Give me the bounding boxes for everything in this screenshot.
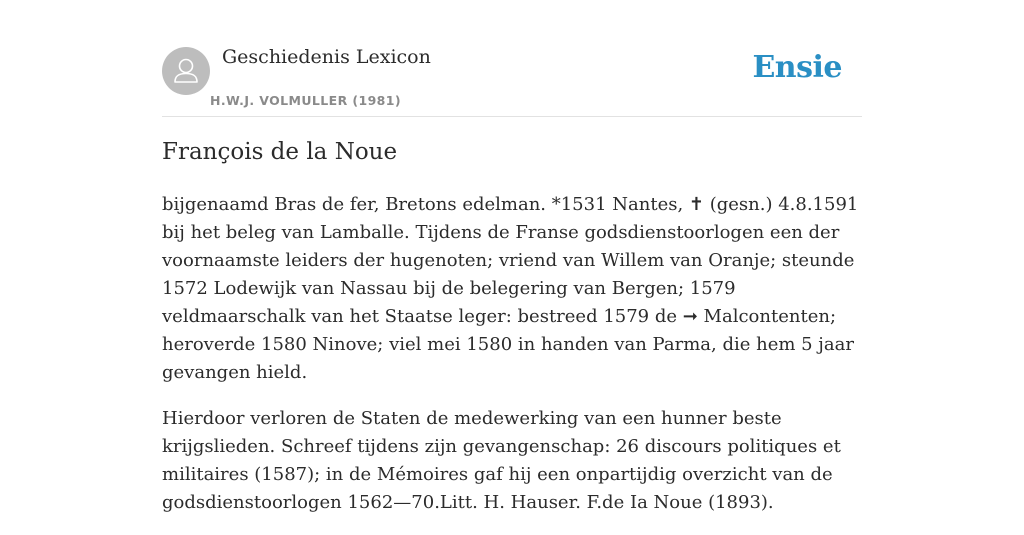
article-paragraph-1: bijgenaamd Bras de fer, Bretons edelman. *1531 Nantes, ✝ (gesn.) 4.8.1591 bij het beleg van Lamballe. Tijdens de Franse godsdienstoorlogen een der voornaamste leiders der hugenoten; vriend van Willem van Oranje; steunde 1572 Lodewijk van Nassau bij de belegering van Bergen; 1579 veldmaarschalk van het Staatse leger: bestreed 1579 de ➞ Malcontenten; heroverde 1580 Ninove; viel mei 1580 in handen van Parma, die hem 5 jaar gevangen hield. <box>162 194 859 383</box>
page-wrapper <box>162 0 862 513</box>
author-label[interactable]: H.W.J. VOLMULLER (1981) <box>210 93 401 108</box>
article-header <box>162 0 862 117</box>
article-paragraph-2: Hierdoor verloren de Staten de medewerking van een hunner beste krijgslieden. Schreef tijdens zijn gevangenschap: 26 discours politiques et militaires (1587); in de Mémoires gaf hij een onpartijdig overzicht van de godsdienstoorlogen 1562—70.Litt. H. Hauser. F.de Ia Noue (1893). <box>162 408 841 513</box>
page-title: François de la Noue <box>162 139 398 165</box>
brand-logo[interactable]: Ensie <box>752 50 842 85</box>
article-body <box>162 191 862 535</box>
user-icon <box>162 47 210 95</box>
lexicon-name-link[interactable]: Geschiedenis Lexicon <box>222 46 431 68</box>
avatar[interactable] <box>162 47 210 95</box>
